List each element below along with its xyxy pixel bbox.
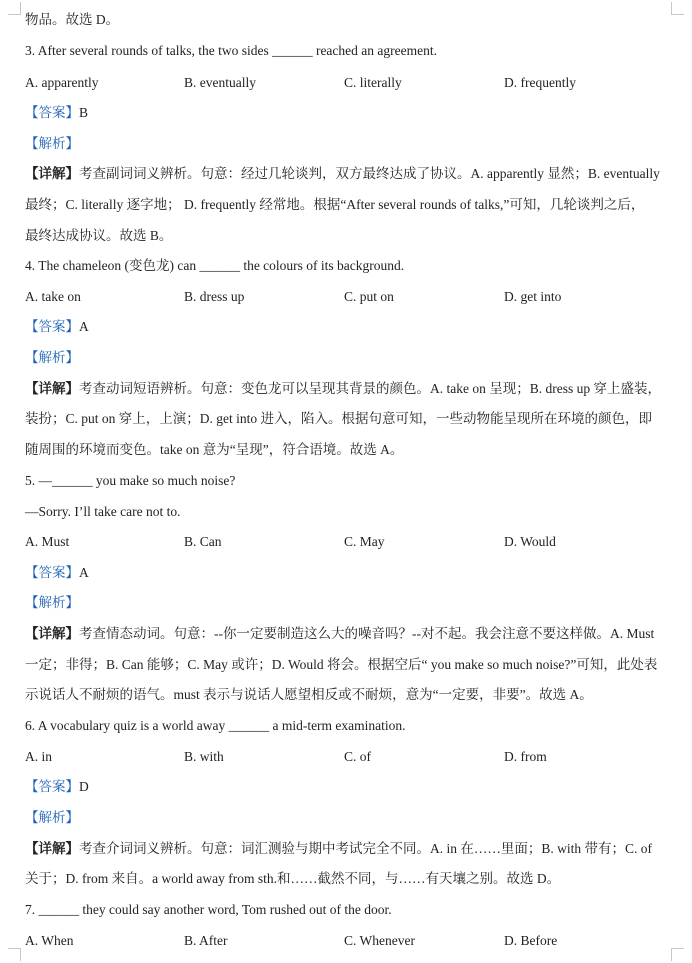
q5-reply: —Sorry. I’ll take care not to. bbox=[25, 504, 181, 519]
answer-value: D bbox=[79, 779, 89, 794]
answer-label: 【答案】 bbox=[25, 105, 79, 120]
q3-analysis-label: 【解析】 bbox=[25, 136, 79, 151]
q5-analysis-label: 【解析】 bbox=[25, 595, 79, 610]
answer-label: 【答案】 bbox=[25, 565, 79, 580]
detail-text: 考查情态动词。句意：--你一定要制造这么大的噪音吗？--对不起。我会注意不要这样做。A. Must bbox=[79, 626, 655, 641]
q3-option-a: A. apparently bbox=[25, 75, 99, 90]
page-corner-mark bbox=[671, 2, 684, 15]
page-corner-mark bbox=[8, 948, 21, 961]
q4-analysis-label: 【解析】 bbox=[25, 350, 79, 365]
q3-detail-line-3: 最终达成协议。故选 B。 bbox=[25, 228, 173, 243]
page-corner-mark bbox=[671, 948, 684, 961]
q4-detail-line-1 bbox=[25, 379, 670, 399]
q3-option-b: B. eventually bbox=[184, 75, 256, 90]
question-3: 3. After several rounds of talks, the two sides ______ reached an agreement. bbox=[25, 43, 437, 58]
detail-label: 【详解】 bbox=[25, 626, 79, 641]
q4-option-d: D. get into bbox=[504, 289, 562, 304]
q4-option-c: C. put on bbox=[344, 289, 394, 304]
q5-option-c: C. May bbox=[344, 534, 385, 549]
answer-label: 【答案】 bbox=[25, 319, 79, 334]
q6-option-c: C. of bbox=[344, 749, 371, 764]
q3-option-d: D. frequently bbox=[504, 75, 576, 90]
q3-answer bbox=[25, 103, 670, 123]
q3-detail-line-2: 最终；C. literally 逐字地； D. frequently 经常地。根据“After several rounds of talks,”可知，几轮谈判之后， bbox=[25, 197, 645, 212]
answer-value: B bbox=[79, 105, 89, 120]
q7-option-c: C. Whenever bbox=[344, 933, 415, 948]
q5-option-a: A. Must bbox=[25, 534, 70, 549]
question-6: 6. A vocabulary quiz is a world away ______ a mid-term examination. bbox=[25, 718, 406, 733]
q5-option-d: D. Would bbox=[504, 534, 556, 549]
q5-detail-line-2: 一定；非得；B. Can 能够；C. May 或许；D. Would 将会。根据空后“ you make so much noise?”可知，此处表 bbox=[25, 657, 658, 672]
detail-text: 考查介词词义辨析。句意：词汇测验与期中考试完全不同。A. in 在……里面；B. with 带有；C. of bbox=[79, 841, 653, 856]
q3-detail-line-1 bbox=[25, 164, 670, 184]
q4-detail-line-3: 随周围的环境而变色。take on 意为“呈现”，符合语境。故选 A。 bbox=[25, 442, 404, 457]
q6-answer bbox=[25, 777, 670, 797]
q6-detail-line-2: 关于；D. from 来自。a world away from sth.和……截然不同，与……有天壤之别。故选 D。 bbox=[25, 871, 561, 886]
q7-option-d: D. Before bbox=[504, 933, 558, 948]
answer-value: A bbox=[79, 565, 89, 580]
q4-option-b: B. dress up bbox=[184, 289, 245, 304]
detail-text: 考查副词词义辨析。句意：经过几轮谈判，双方最终达成了协议。A. apparently 显然；B. eventually bbox=[79, 166, 660, 181]
q6-detail-line-1 bbox=[25, 839, 670, 859]
question-5: 5. —______ you make so much noise? bbox=[25, 473, 236, 488]
q6-option-b: B. with bbox=[184, 749, 224, 764]
q5-answer bbox=[25, 563, 670, 583]
detail-text: 考查动词短语辨析。句意：变色龙可以呈现其背景的颜色。A. take on 呈现；B. dress up 穿上盛装， bbox=[79, 381, 661, 396]
q6-analysis-label: 【解析】 bbox=[25, 810, 79, 825]
detail-label: 【详解】 bbox=[25, 166, 79, 181]
q4-detail-line-2: 装扮；C. put on 穿上，上演；D. get into 进入，陷入。根据句意可知，一些动物能呈现所在环境的颜色，即 bbox=[25, 411, 652, 426]
detail-label: 【详解】 bbox=[25, 381, 79, 396]
question-4: 4. The chameleon (变色龙) can ______ the colours of its background. bbox=[25, 258, 405, 273]
q3-option-c: C. literally bbox=[344, 75, 402, 90]
page-corner-mark bbox=[8, 2, 21, 15]
q7-option-b: B. After bbox=[184, 933, 228, 948]
q7-option-a: A. When bbox=[25, 933, 74, 948]
answer-label: 【答案】 bbox=[25, 779, 79, 794]
q5-option-b: B. Can bbox=[184, 534, 222, 549]
continued-text: 物品。故选 D。 bbox=[25, 12, 120, 27]
detail-label: 【详解】 bbox=[25, 841, 79, 856]
q6-option-d: D. from bbox=[504, 749, 547, 764]
question-7: 7. ______ they could say another word, Tom rushed out of the door. bbox=[25, 902, 392, 917]
q6-option-a: A. in bbox=[25, 749, 52, 764]
answer-value: A bbox=[79, 319, 89, 334]
q4-answer bbox=[25, 317, 670, 337]
q5-detail-line-1 bbox=[25, 624, 670, 644]
q5-detail-line-3: 示说话人不耐烦的语气。must 表示与说话人愿望相反或不耐烦，意为“一定要，非要”。故选 A。 bbox=[25, 687, 593, 702]
q4-option-a: A. take on bbox=[25, 289, 81, 304]
